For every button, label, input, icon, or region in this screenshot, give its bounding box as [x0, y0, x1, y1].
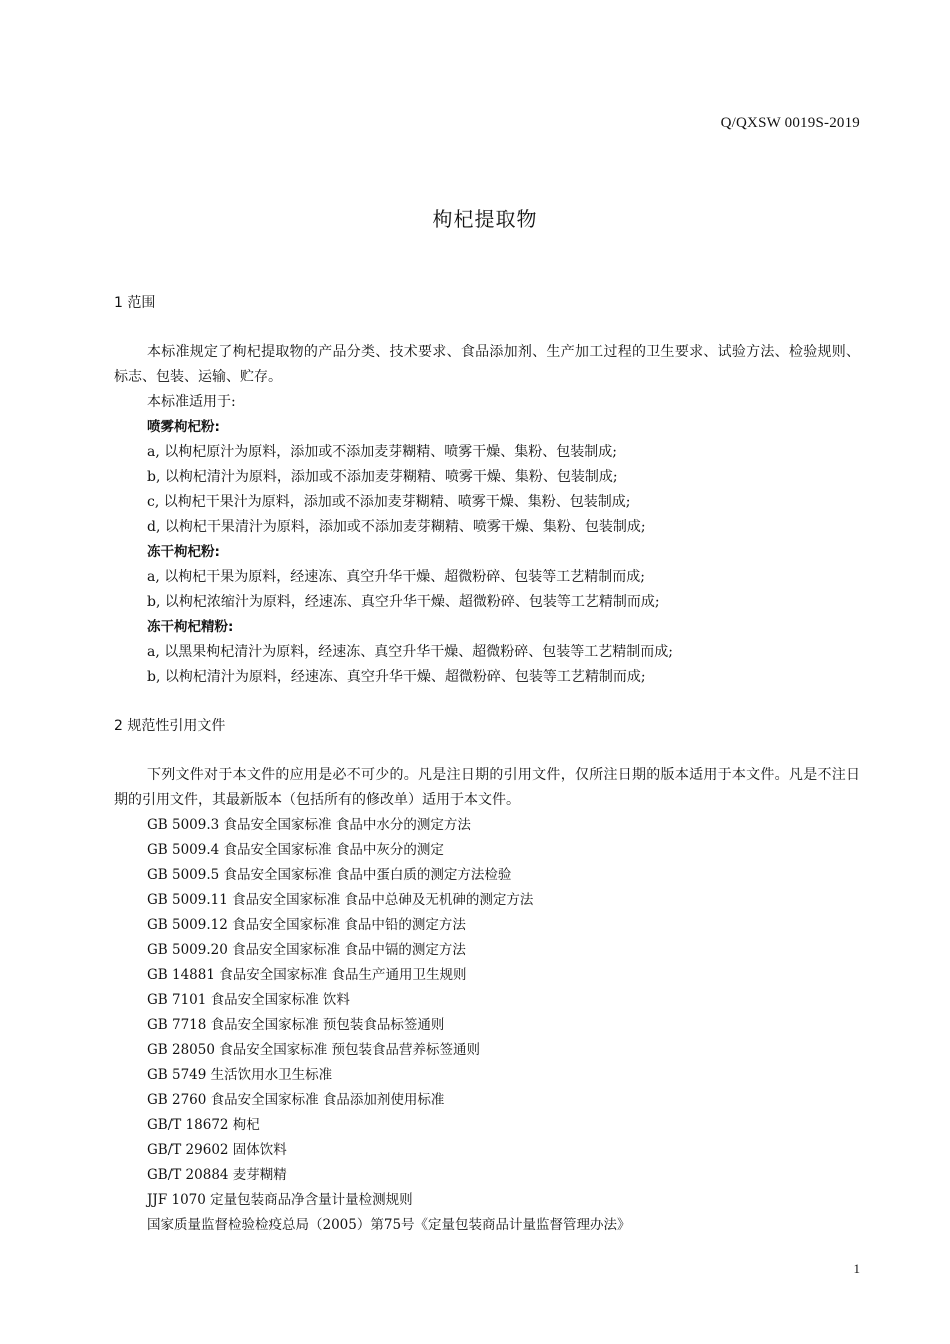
reference-item: GB 14881 食品安全国家标准 食品生产通用卫生规则 — [147, 967, 467, 983]
scope-paragraph: 本标准规定了枸杞提取物的产品分类、技术要求、食品添加剂、生产加工过程的卫生要求、试验方法、检验规则、标志、包装、运输、贮存。 — [114, 344, 860, 385]
group-heading-freeze-dried-powder: 冻干枸杞粉: — [147, 544, 220, 560]
section-2-body — [114, 763, 860, 1238]
section-1-heading: 1 范围 — [114, 295, 156, 311]
list-item: b, 以枸杞清汁为原料，经速冻、真空升华干燥、超微粉碎、包装等工艺精制而成; — [147, 669, 646, 685]
reference-item: GB 7718 食品安全国家标准 预包装食品标签通则 — [147, 1017, 445, 1033]
list-item: a, 以枸杞原汁为原料，添加或不添加麦芽糊精、喷雾干燥、集粉、包装制成; — [147, 444, 617, 460]
reference-item: GB 5009.5 食品安全国家标准 食品中蛋白质的测定方法检验 — [147, 867, 512, 883]
reference-item: 国家质量监督检验检疫总局（2005）第75号《定量包装商品计量监督管理办法》 — [147, 1217, 631, 1233]
applies-line: 本标准适用于: — [147, 394, 236, 410]
page-number: 1 — [853, 1261, 860, 1276]
reference-item: GB/T 29602 固体饮料 — [147, 1142, 287, 1158]
reference-item: GB 2760 食品安全国家标准 食品添加剂使用标准 — [147, 1092, 445, 1108]
group-heading-spray-powder: 喷雾枸杞粉: — [147, 419, 220, 435]
reference-item: GB 7101 食品安全国家标准 饮料 — [147, 992, 350, 1008]
reference-item: GB 5009.11 食品安全国家标准 食品中总砷及无机砷的测定方法 — [147, 892, 534, 908]
reference-item: GB/T 18672 枸杞 — [147, 1117, 260, 1133]
references-intro-paragraph: 下列文件对于本文件的应用是必不可少的。凡是注日期的引用文件，仅所注日期的版本适用于本文件。凡是不注日期的引用文件，其最新版本（包括所有的修改单）适用于本文件。 — [114, 767, 860, 808]
section-1-body — [114, 340, 860, 690]
list-item: d, 以枸杞干果清汁为原料，添加或不添加麦芽糊精、喷雾干燥、集粉、包装制成; — [147, 519, 646, 535]
reference-item: GB 5009.3 食品安全国家标准 食品中水分的测定方法 — [147, 817, 471, 833]
reference-item: GB/T 20884 麦芽糊精 — [147, 1167, 287, 1183]
document-title: 枸杞提取物 — [432, 207, 538, 231]
reference-item: GB 5009.4 食品安全国家标准 食品中灰分的测定 — [147, 842, 444, 858]
document-code: Q/QXSW 0019S-2019 — [720, 115, 860, 131]
reference-item: JJF 1070 定量包装商品净含量计量检测规则 — [147, 1192, 413, 1208]
reference-item: GB 28050 食品安全国家标准 预包装食品营养标签通则 — [147, 1042, 481, 1058]
reference-item: GB 5009.20 食品安全国家标准 食品中镉的测定方法 — [147, 942, 466, 958]
list-item: b, 以枸杞清汁为原料，添加或不添加麦芽糊精、喷雾干燥、集粉、包装制成; — [147, 469, 618, 485]
list-item: a, 以黑果枸杞清汁为原料，经速冻、真空升华干燥、超微粉碎、包装等工艺精制而成; — [147, 644, 673, 660]
reference-item: GB 5749 生活饮用水卫生标准 — [147, 1067, 333, 1083]
reference-item: GB 5009.12 食品安全国家标准 食品中铅的测定方法 — [147, 917, 466, 933]
list-item: b, 以枸杞浓缩汁为原料，经速冻、真空升华干燥、超微粉碎、包装等工艺精制而成; — [147, 594, 660, 610]
group-heading-freeze-dried-fine-powder: 冻干枸杞精粉: — [147, 619, 234, 635]
list-item: c, 以枸杞干果汁为原料，添加或不添加麦芽糊精、喷雾干燥、集粉、包装制成; — [147, 494, 631, 510]
section-2-heading: 2 规范性引用文件 — [114, 718, 226, 734]
list-item: a, 以枸杞干果为原料，经速冻、真空升华干燥、超微粉碎、包装等工艺精制而成; — [147, 569, 645, 585]
